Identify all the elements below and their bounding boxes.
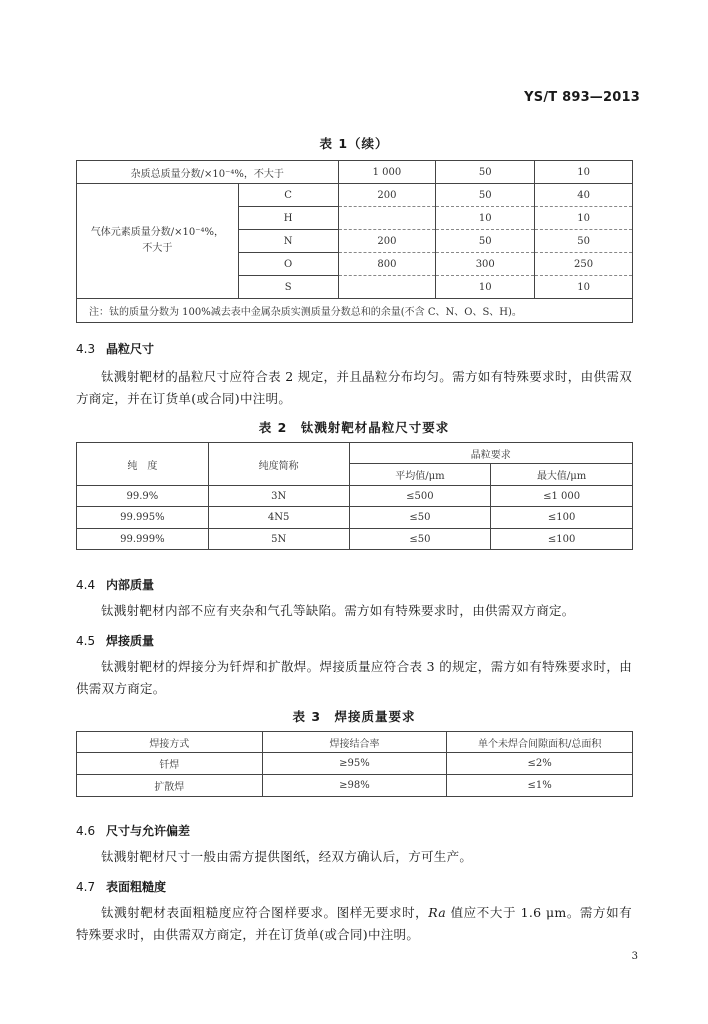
table2-cell: 4N5 (208, 507, 349, 529)
table1-note-row (77, 299, 633, 323)
table3-cell: ≥98% (262, 775, 447, 797)
table1-cell: 200 (338, 184, 436, 207)
table1-element: H (238, 207, 338, 230)
table2-title: 表 2 钛溅射靶材晶粒尺寸要求 (258, 420, 450, 435)
table1-row-total (77, 161, 633, 184)
table3-header: 焊接方式 (77, 732, 263, 753)
table-row (77, 775, 633, 797)
section-4-5-heading (76, 632, 154, 649)
table1-cell: 300 (436, 253, 535, 276)
section-number: 4.4 (76, 578, 96, 592)
table1-element: N (238, 230, 338, 253)
table2-header-max: 最大值/μm (491, 464, 633, 486)
section-4-5-text: 钛溅射靶材的焊接分为钎焊和扩散焊。焊接质量应符合表 3 的规定，需方如有特殊要求时，由供需双方商定。 (76, 659, 632, 696)
table1-cell: 250 (535, 253, 633, 276)
section-title: 尺寸与允许偏差 (106, 824, 191, 838)
table2-cell: ≤50 (349, 529, 491, 550)
section-4-3-text: 钛溅射靶材的晶粒尺寸应符合表 2 规定，并且晶粒分布均匀。需方如有特殊要求时，由供需双方商定，并在订货单(或合同)中注明。 (76, 369, 632, 406)
table1-cell: 200 (338, 230, 436, 253)
table1-gas-label (77, 184, 239, 299)
table2-cell: ≤500 (349, 486, 491, 507)
table2-header-row (77, 443, 633, 464)
table-row (77, 486, 633, 507)
table1 (76, 160, 633, 323)
table1-cell: 10 (535, 161, 633, 184)
table1-element: C (238, 184, 338, 207)
table3-cell: ≥95% (262, 753, 447, 775)
section-number: 4.5 (76, 634, 96, 648)
table3-cell: 扩散焊 (77, 775, 263, 797)
table1-element: O (238, 253, 338, 276)
table2 (76, 442, 633, 550)
table1-cell: 10 (436, 207, 535, 230)
text-segment: 值应不大于 1.6 μm。需方如有特殊要求时，由供需双方商定，并在订货单(或合同)中注明。 (76, 905, 632, 942)
table3-cell: ≤2% (447, 753, 633, 775)
table1-cell: 50 (535, 230, 633, 253)
table1-cell: 40 (535, 184, 633, 207)
section-title: 晶粒尺寸 (106, 342, 155, 356)
table2-cell: 99.999% (77, 529, 209, 550)
table3-header: 单个未焊合间隙面积/总面积 (447, 732, 633, 753)
table1-cell: 10 (535, 207, 633, 230)
gas-label-line2: 不大于 (142, 243, 173, 254)
table1-cell: 50 (436, 184, 535, 207)
gas-label-line1: 气体元素质量分数/×10⁻⁴%， (90, 227, 224, 238)
table1-row-c (77, 184, 633, 207)
section-4-4-heading (76, 576, 154, 593)
text-segment: 钛溅射靶材表面粗糙度应符合图样要求。图样无要求时， (101, 905, 429, 920)
table1-total-label: 杂质总质量分数/×10⁻⁴%，不大于 (77, 161, 339, 184)
table1-cell: 10 (436, 276, 535, 299)
table-row (77, 529, 633, 550)
section-number: 4.6 (76, 824, 96, 838)
section-number: 4.7 (76, 880, 96, 894)
table2-header-abbr: 纯度简称 (208, 443, 349, 486)
table1-cell (338, 207, 436, 230)
table1-cell: 50 (436, 230, 535, 253)
table2-header-purity: 纯 度 (77, 443, 209, 486)
table2-cell: ≤50 (349, 507, 491, 529)
section-4-3-heading (76, 340, 154, 357)
standard-code: YS/T 893—2013 (524, 90, 640, 105)
section-4-7-text (76, 902, 632, 946)
table1-element: S (238, 276, 338, 299)
table1-note: 注：钛的质量分数为 100%减去表中金属杂质实测质量分数总和的余量(不含 C、N、O、S、H)。 (77, 299, 633, 323)
table2-header-grain: 晶粒要求 (349, 443, 632, 464)
table3-header: 焊接结合率 (262, 732, 447, 753)
table1-cell: 1 000 (338, 161, 436, 184)
table3-cell: ≤1% (447, 775, 633, 797)
table1-cell: 50 (436, 161, 535, 184)
table1-title: 表 1（续） (319, 136, 389, 151)
table-row (77, 507, 633, 529)
table3 (76, 731, 633, 797)
table2-cell: ≤1 000 (491, 486, 633, 507)
table3-cell: 钎焊 (77, 753, 263, 775)
table1-cell: 800 (338, 253, 436, 276)
section-4-6-heading (76, 822, 190, 839)
table1-cell: 10 (535, 276, 633, 299)
table1-cell (338, 276, 436, 299)
section-title: 焊接质量 (106, 634, 155, 648)
table2-cell: ≤100 (491, 529, 633, 550)
ra-symbol: Ra (428, 905, 447, 920)
section-title: 表面粗糙度 (106, 880, 167, 894)
table3-header-row (77, 732, 633, 753)
section-number: 4.3 (76, 342, 96, 356)
section-4-6-text: 钛溅射靶材尺寸一般由需方提供图纸，经双方确认后，方可生产。 (101, 849, 473, 864)
section-4-4-text: 钛溅射靶材内部不应有夹杂和气孔等缺陷。需方如有特殊要求时，由供需双方商定。 (101, 603, 575, 618)
table2-cell: 5N (208, 529, 349, 550)
table2-cell: 3N (208, 486, 349, 507)
table2-cell: ≤100 (491, 507, 633, 529)
table2-cell: 99.995% (77, 507, 209, 529)
table3-title: 表 3 焊接质量要求 (292, 709, 416, 724)
table2-header-avg: 平均值/μm (349, 464, 491, 486)
page-number: 3 (631, 951, 638, 962)
section-title: 内部质量 (106, 578, 155, 592)
section-4-7-heading (76, 878, 166, 895)
table2-cell: 99.9% (77, 486, 209, 507)
table-row (77, 753, 633, 775)
